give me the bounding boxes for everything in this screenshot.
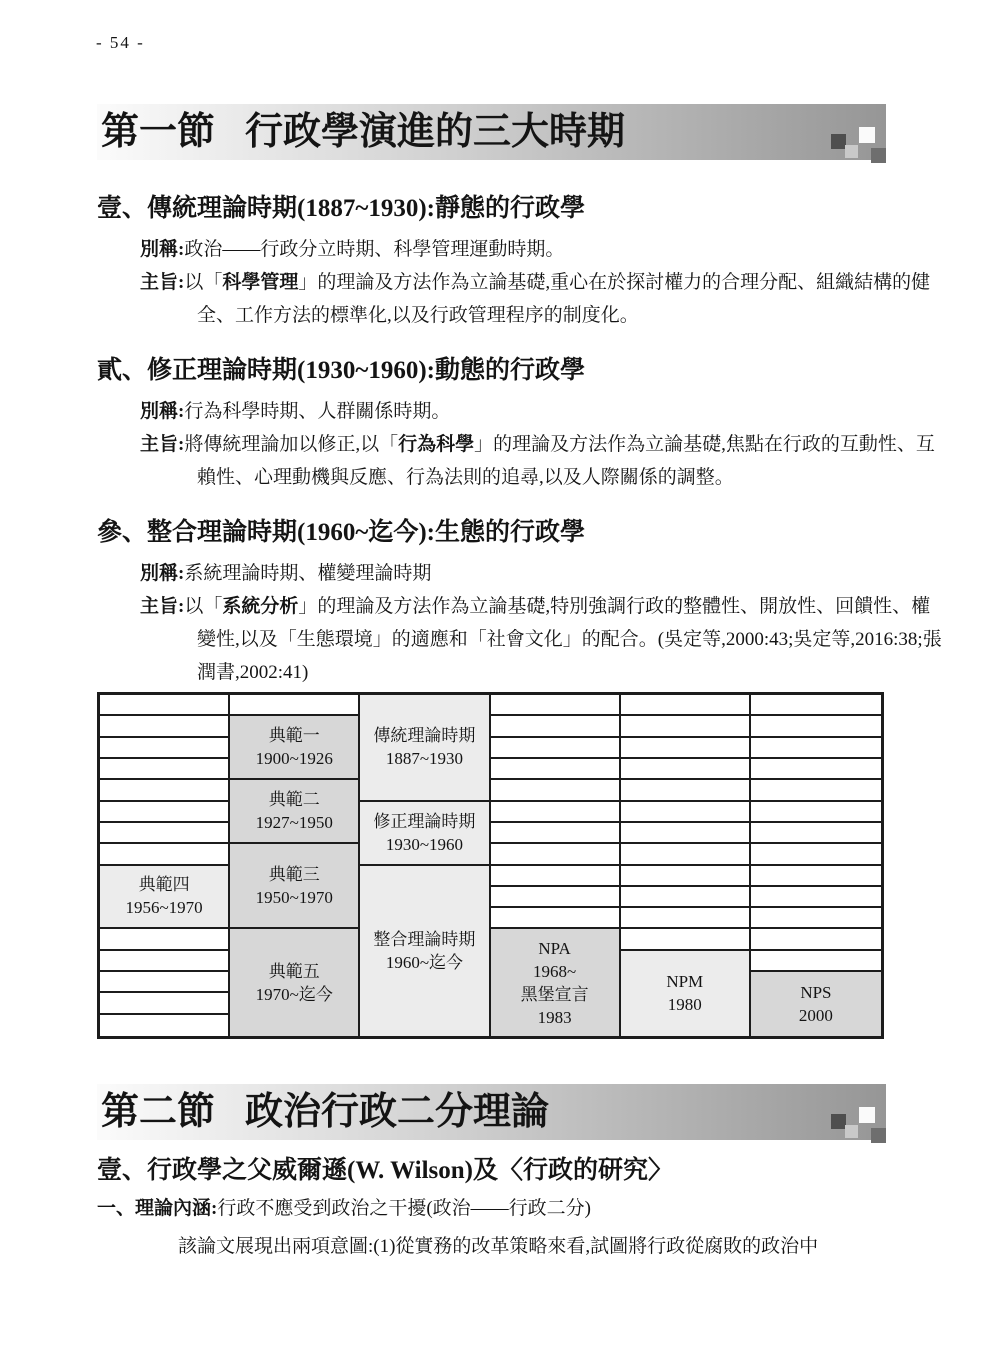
ruled-cell: [100, 716, 230, 737]
pixel-decoration-white: [859, 127, 875, 143]
ruled-cell: [621, 738, 751, 759]
block2-heading: 貳、修正理論時期(1930~1960):動態的行政學: [97, 357, 585, 384]
gist-text-pre: 以「: [184, 272, 223, 293]
alias-label: 別稱:: [140, 239, 185, 260]
ruled-cell: [491, 695, 621, 716]
period-integrated-box-line: 整合理論時期: [373, 929, 476, 949]
block2-gist-paragraph: [140, 428, 947, 494]
ruled-cell: [621, 908, 751, 929]
period-revised-box-line: 1930~1960: [385, 834, 464, 854]
npa-box-line: NPA: [538, 938, 571, 958]
gist-text-post: 」的理論及方法作為立論基礎,重心在於探討權力的合理分配、組織結構的健全、工作方法的標準化,以及行政管理程序的制度化。: [197, 272, 931, 326]
block2-alias-paragraph: [140, 395, 947, 428]
alias-label: 別稱:: [140, 401, 185, 422]
ruled-cell: [100, 1015, 230, 1036]
paradigm-1-box: [230, 716, 360, 780]
gist-label: 主旨:: [140, 272, 185, 293]
ruled-cell: [751, 866, 881, 887]
ruled-cell: [230, 695, 360, 716]
paradigm-4-box-line: 典範四: [138, 875, 190, 895]
ruled-cell: [621, 780, 751, 801]
paradigm-2-box: [230, 780, 360, 844]
period-integrated-box-line: 1960~迄今: [385, 952, 464, 972]
ruled-cell: [751, 802, 881, 823]
ruled-cell: [621, 695, 751, 716]
paradigm-4-box-line: 1956~1970: [125, 898, 203, 918]
paradigm-5-box-line: 1970~迄今: [255, 984, 333, 1004]
page-number: - 54 -: [96, 33, 145, 52]
ruled-cell: [491, 802, 621, 823]
ruled-cell: [621, 759, 751, 780]
section2-sub-heading: 壹、行政學之父威爾遜(W. Wilson)及〈行政的研究〉: [97, 1157, 673, 1184]
alias-text: 系統理論時期、權變理論時期: [184, 563, 432, 584]
ruled-cell: [751, 844, 881, 865]
ruled-cell: [100, 780, 230, 801]
period-revised-box: [360, 802, 490, 866]
section1-header-banner: [97, 104, 886, 160]
period-traditional-box-line: 傳統理論時期: [373, 726, 476, 746]
ruled-cell: [491, 908, 621, 929]
ruled-cell: [100, 993, 230, 1014]
ruled-cell: [621, 823, 751, 844]
alias-text: 行為科學時期、人群關係時期。: [184, 401, 451, 422]
alias-label: 別稱:: [140, 563, 185, 584]
npa-box-line: 黑堡宣言: [520, 984, 589, 1004]
period-integrated-box: [360, 866, 490, 1037]
gist-text-post: 」的理論及方法作為立論基礎,特別強調行政的整體性、開放性、回饋性、權變性,以及「生態環境」的適應和「社會文化」的配合。(吳定等,2000:43;吳定等,2016:38;張潤書,2002:41): [197, 596, 942, 683]
section1-title: 行政學演進的三大時期: [245, 111, 626, 153]
ruled-cell: [100, 951, 230, 972]
block3-alias-paragraph: [140, 557, 947, 590]
paradigm-3-box: [230, 844, 360, 929]
ruled-cell: [621, 929, 751, 950]
gist-keyterm: 行為科學: [398, 434, 475, 455]
ruled-cell: [491, 823, 621, 844]
ruled-cell: [621, 866, 751, 887]
ruled-cell: [100, 802, 230, 823]
ruled-cell: [100, 929, 230, 950]
pixel-decoration-midgray: [871, 148, 886, 163]
timeline-table: [97, 692, 884, 1039]
block1-gist-paragraph: [140, 266, 947, 332]
ruled-cell: [751, 780, 881, 801]
paradigm-2-box-line: 1927~1950: [255, 813, 333, 833]
gist-keyterm: 系統分析: [222, 596, 299, 617]
paradigm-4-box: [100, 866, 230, 930]
ruled-cell: [621, 716, 751, 737]
gist-text-post: 」的理論及方法作為立論基礎,焦點在行政的互動性、互賴性、心理動機與反應、行為法則的追尋,以及人際關係的調整。: [197, 434, 935, 488]
gist-keyterm: 科學管理: [222, 272, 299, 293]
pixel-decoration-lightgray: [845, 145, 858, 158]
ruled-cell: [751, 823, 881, 844]
block3-gist-paragraph: [140, 590, 947, 689]
ruled-cell: [491, 780, 621, 801]
ruled-cell: [621, 802, 751, 823]
period-revised-box-line: 修正理論時期: [373, 811, 476, 831]
paradigm-3-box-line: 1950~1970: [255, 887, 333, 907]
npm-box: [621, 951, 751, 1036]
body-line: 該論文展現出兩項意圖:(1)從實務的改革策略來看,試圖將行政從腐敗的政治中: [178, 1236, 819, 1257]
gist-text-pre: 將傳統理論加以修正,以「: [184, 434, 399, 455]
nps-box: [751, 972, 881, 1036]
ruled-cell: [751, 695, 881, 716]
ruled-cell: [751, 759, 881, 780]
pixel-decoration-dark: [831, 134, 846, 149]
npa-box: [491, 929, 621, 1036]
ruled-cell: [100, 972, 230, 993]
pixel-decoration-white: [859, 1107, 875, 1123]
pixel-decoration-midgray: [871, 1128, 886, 1143]
ruled-cell: [491, 844, 621, 865]
gist-label: 主旨:: [140, 596, 185, 617]
ruled-cell: [100, 759, 230, 780]
paradigm-1-box-line: 典範一: [268, 726, 320, 746]
nps-box-line: NPS: [800, 983, 832, 1003]
ruled-cell: [751, 929, 881, 950]
section2-header-banner: [97, 1084, 886, 1140]
section1-number: 第一節: [101, 111, 216, 153]
npm-box-line: 1980: [667, 995, 702, 1015]
pixel-decoration-dark: [831, 1114, 846, 1129]
ruled-cell: [100, 844, 230, 865]
ruled-cell: [491, 866, 621, 887]
ruled-cell: [751, 951, 881, 972]
paradigm-1-box-line: 1900~1926: [255, 749, 333, 769]
ruled-cell: [491, 759, 621, 780]
point-text: 行政不應受到政治之干擾(政治——行政二分): [217, 1198, 591, 1219]
ruled-cell: [491, 738, 621, 759]
ruled-cell: [491, 887, 621, 908]
section2-title: 政治行政二分理論: [245, 1091, 550, 1133]
nps-box-line: 2000: [798, 1006, 833, 1026]
paradigm-2-box-line: 典範二: [268, 790, 320, 810]
point-paragraph: [97, 1192, 887, 1225]
ruled-cell: [621, 844, 751, 865]
period-traditional-box: [360, 695, 490, 802]
section2-number: 第二節: [101, 1091, 216, 1133]
gist-label: 主旨:: [140, 434, 185, 455]
paradigm-5-box-line: 典範五: [268, 961, 320, 981]
block1-alias-paragraph: [140, 233, 947, 266]
block1-heading: 壹、傳統理論時期(1887~1930):靜態的行政學: [97, 195, 585, 222]
paradigm-3-box-line: 典範三: [268, 864, 320, 884]
ruled-cell: [751, 908, 881, 929]
point-label: 一、理論內涵:: [97, 1198, 218, 1219]
ruled-cell: [100, 823, 230, 844]
ruled-cell: [751, 887, 881, 908]
ruled-cell: [100, 695, 230, 716]
alias-text: 政治——行政分立時期、科學管理運動時期。: [184, 239, 565, 260]
paradigm-5-box: [230, 929, 360, 1036]
ruled-cell: [751, 738, 881, 759]
npm-box-line: NPM: [666, 972, 704, 992]
ruled-cell: [100, 738, 230, 759]
period-traditional-box-line: 1887~1930: [385, 749, 464, 769]
ruled-cell: [751, 716, 881, 737]
pixel-decoration-lightgray: [845, 1125, 858, 1138]
npa-box-line: 1968~: [532, 961, 577, 981]
block3-heading: 參、整合理論時期(1960~迄今):生態的行政學: [97, 519, 585, 546]
gist-text-pre: 以「: [184, 596, 223, 617]
ruled-cell: [621, 887, 751, 908]
npa-box-line: 1983: [537, 1007, 572, 1027]
ruled-cell: [491, 716, 621, 737]
